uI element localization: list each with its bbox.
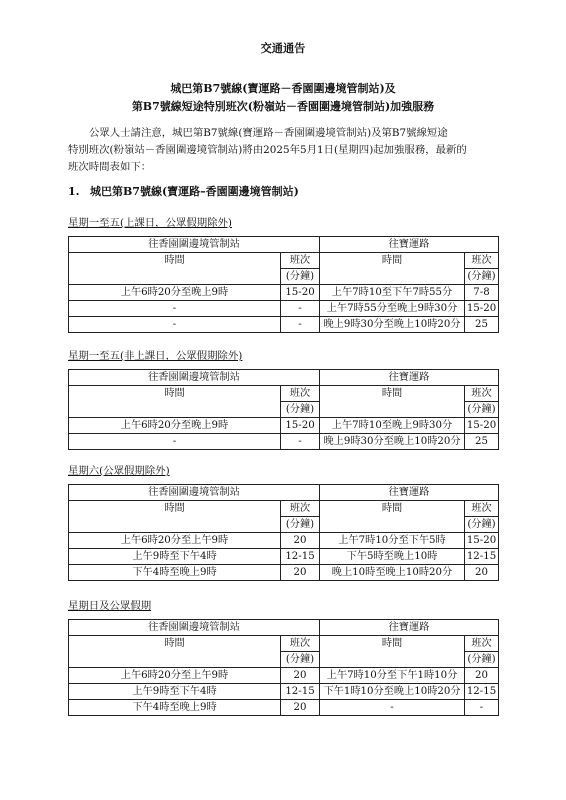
frequency-column-header: 班次 [465,253,499,269]
frequency-cell: 20 [281,565,320,581]
direction-header-po-wan-road: 往寶運路 [320,620,499,636]
departure-time-cell: 上午6時20分至晚上9時 [69,285,281,301]
frequency-cell: - [281,301,320,317]
departure-time-cell: 上午7時10分至下午5時 [320,533,465,549]
schedule-table [68,484,499,581]
time-column-header: 時間 [69,501,281,533]
departure-time-cell: - [320,700,465,716]
table-row [69,317,499,333]
frequency-cell: 20 [281,668,320,684]
notice-paragraph [68,125,498,176]
table-subheader-row [69,636,499,652]
departure-time-cell: 下午5時至晚上10時 [320,549,465,565]
frequency-cell: 12-15 [465,549,499,565]
frequency-unit-header: (分鐘) [281,402,320,418]
frequency-cell: 20 [465,668,499,684]
frequency-cell: - [465,700,499,716]
schedule-table [68,619,499,716]
frequency-cell: 12-15 [465,684,499,700]
time-column-header: 時間 [69,386,281,418]
frequency-cell: 20 [281,700,320,716]
frequency-cell: 7-8 [465,285,499,301]
schedule-heading: 星期一至五(上課日，公眾假期除外) [68,217,232,229]
frequency-unit-header: (分鐘) [465,402,499,418]
direction-header-heung-yuen-wai: 往香園圍邊境管制站 [69,237,320,253]
notice-subtitle-line-2: 第B7號線短途特別班次(粉嶺站－香園圍邊境管制站)加強服務 [131,100,435,113]
frequency-cell: 15-20 [465,418,499,434]
notice-title: 交通通告 [260,41,306,55]
departure-time-cell: 晚上10時至晚上10時20分 [320,565,465,581]
table-row [69,668,499,684]
departure-time-cell: - [69,301,281,317]
frequency-cell: - [281,317,320,333]
frequency-cell: 20 [281,533,320,549]
frequency-column-header: 班次 [465,386,499,402]
frequency-cell: 15-20 [281,285,320,301]
table-row [69,549,499,565]
departure-time-cell: 上午6時20分至上午9時 [69,533,281,549]
frequency-column-header: 班次 [281,501,320,517]
frequency-cell: 15-20 [465,301,499,317]
departure-time-cell: 上午7時55分至晚上9時30分 [320,301,465,317]
direction-header-po-wan-road: 往寶運路 [320,370,499,386]
departure-time-cell: 上午9時至下午4時 [69,549,281,565]
frequency-cell: 20 [465,565,499,581]
frequency-unit-header: (分鐘) [281,652,320,668]
direction-header-heung-yuen-wai: 往香園圍邊境管制站 [69,370,320,386]
section-number: 1. [68,185,80,198]
schedule-heading: 星期一至五(非上課日，公眾假期除外) [68,350,243,362]
schedule-heading: 星期六(公眾假期除外) [68,465,170,477]
direction-header-heung-yuen-wai: 往香園圍邊境管制站 [69,485,320,501]
departure-time-cell: 晚上9時30分至晚上10時20分 [320,317,465,333]
table-row [69,418,499,434]
departure-time-cell: - [69,317,281,333]
departure-time-cell: 下午4時至晚上9時 [69,700,281,716]
direction-header-po-wan-road: 往寶運路 [320,237,499,253]
table-row [69,285,499,301]
section-heading [68,183,299,199]
schedule-table [68,369,499,450]
departure-time-cell: 上午6時20分至上午9時 [69,668,281,684]
frequency-column-header: 班次 [465,501,499,517]
table-row [69,700,499,716]
frequency-unit-header: (分鐘) [465,652,499,668]
table-row [69,565,499,581]
frequency-cell: 15-20 [281,418,320,434]
table-row [69,533,499,549]
departure-time-cell: 下午4時至晚上9時 [69,565,281,581]
departure-time-cell: 晚上9時30分至晚上10時20分 [320,434,465,450]
table-row [69,434,499,450]
frequency-cell: 25 [465,317,499,333]
departure-time-cell: 上午7時10至下午7時55分 [320,285,465,301]
departure-time-cell: 下午1時10分至晚上10時20分 [320,684,465,700]
table-header-row [69,237,499,253]
time-column-header: 時間 [69,636,281,668]
table-row [69,684,499,700]
paragraph-line: 特別班次(粉嶺站－香園圍邊境管制站)將由2025年5月1日(星期四)起加強服務，最新的 [68,144,467,156]
departure-time-cell: 上午6時20分至晚上9時 [69,418,281,434]
frequency-column-header: 班次 [281,386,320,402]
time-column-header: 時間 [320,501,465,533]
table-header-row [69,620,499,636]
table-header-row [69,485,499,501]
time-column-header: 時間 [320,636,465,668]
time-column-header: 時間 [320,253,465,285]
frequency-column-header: 班次 [281,253,320,269]
direction-header-heung-yuen-wai: 往香園圍邊境管制站 [69,620,320,636]
departure-time-cell: - [69,434,281,450]
table-row [69,301,499,317]
departure-time-cell: 上午9時至下午4時 [69,684,281,700]
schedule-table [68,236,499,333]
frequency-unit-header: (分鐘) [465,517,499,533]
direction-header-po-wan-road: 往寶運路 [320,485,499,501]
paragraph-line: 班次時間表如下： [68,161,152,173]
table-subheader-row [69,253,499,269]
frequency-unit-header: (分鐘) [465,269,499,285]
table-header-row [69,370,499,386]
notice-subtitle-line-1: 城巴第B7號線(寶運路－香園圍邊境管制站)及 [170,82,396,95]
time-column-header: 時間 [320,386,465,418]
table-subheader-row [69,386,499,402]
frequency-cell: 12-15 [281,549,320,565]
frequency-column-header: 班次 [281,636,320,652]
departure-time-cell: 上午7時10至晚上9時30分 [320,418,465,434]
frequency-cell: 15-20 [465,533,499,549]
frequency-unit-header: (分鐘) [281,517,320,533]
frequency-cell: - [281,434,320,450]
section-title: 城巴第B7號線(寶運路–香園圍邊境管制站) [90,185,299,198]
frequency-unit-header: (分鐘) [281,269,320,285]
frequency-column-header: 班次 [465,636,499,652]
frequency-cell: 12-15 [281,684,320,700]
schedule-heading: 星期日及公眾假期 [68,600,152,612]
departure-time-cell: 上午7時10分至下午1時10分 [320,668,465,684]
time-column-header: 時間 [69,253,281,285]
paragraph-line: 公眾人士請注意，城巴第B7號線(寶運路－香園圍邊境管制站)及第B7號線短途 [89,127,448,139]
frequency-cell: 25 [465,434,499,450]
table-subheader-row [69,501,499,517]
